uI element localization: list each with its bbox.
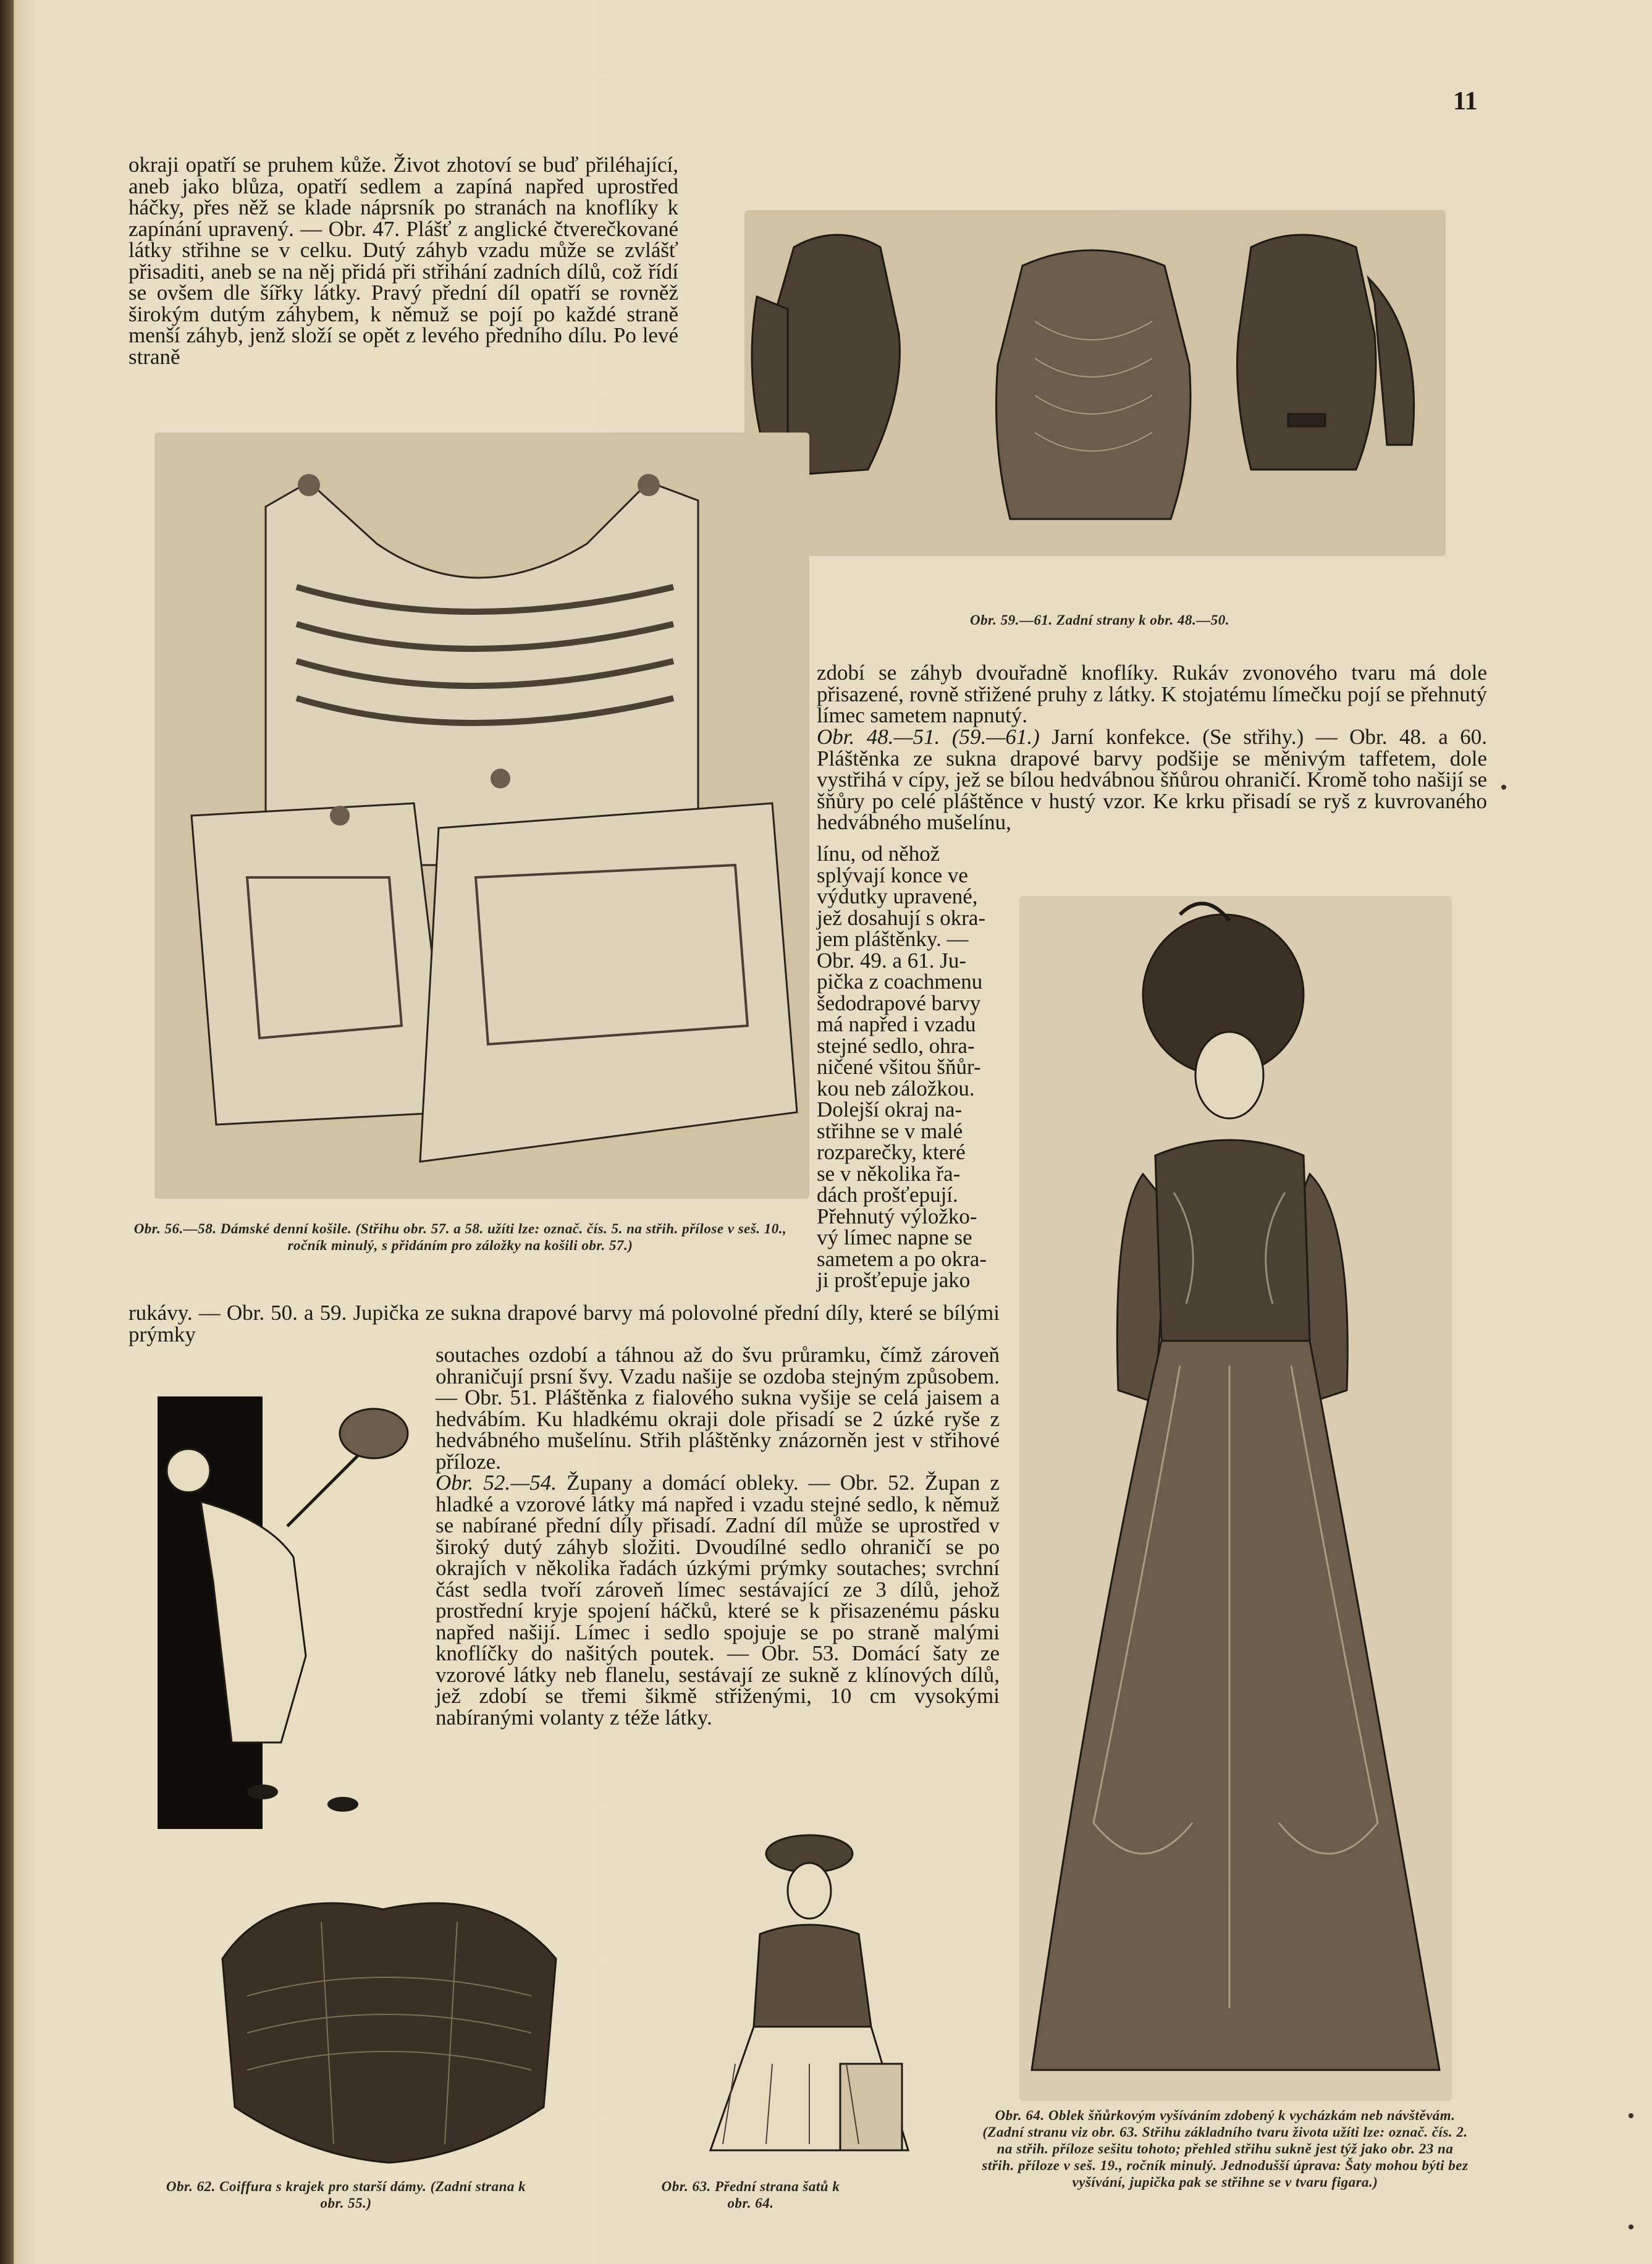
narrow-line: se v několika řa-	[817, 1161, 961, 1186]
man-duster-illustration	[120, 1396, 417, 1829]
caption-fig-56-58: Obr. 56.—58. Dámské denní košile. (Střihu obr. 57. a 58. užíti lze: označ. čís. 5. na střih. přílose v seš. 10., ročník minulý, s přidáním pro záložky na košili obr. 57.)	[133, 1221, 787, 1253]
obr-52-54-ref: Obr. 52.—54.	[436, 1471, 557, 1495]
figure-seated-lady	[686, 1829, 945, 2163]
narrow-line: dách prošťepují.	[817, 1183, 958, 1207]
caption-fig-63: Obr. 63. Přední strana šatů k obr. 64.	[661, 2179, 840, 2211]
text-right-obr48	[817, 727, 1487, 834]
obr-52-54-text: Župany a domácí obleky. — Obr. 52. Župan z hladké a vzorové látky má napřed i vzadu stejné sedlo, k němuž se nabírané přední díly přisadí. Zadní díl může se uprostřed v široký dutý záhyb složiti. Dvoudílné sedlo ohraničí se po okrajích v několika řadách úzkými prýmky soutaches; svrchní část sedla tvoří zároveň límec sestávající ze 3 dílů, jehož prostřední kryje spojení háčků, které se k přisazenému pásku napřed našijí. Límec i sedlo spojuje se po straně malými knoflíčky do našitých poutek. — Obr. 53. Domácí šaty ze vzorové látky neb flanelu, sestávají ze sukně z klínových dílů, jež zdobí se třemi šikmě střiženými, 10 cm vysokými nabíranými volanty z téže látky.	[436, 1471, 1000, 1730]
narrow-line: má napřed i vzadu	[817, 1012, 976, 1036]
text-narrow-column	[817, 843, 1008, 1291]
narrow-line: jem pláštěnky. —	[817, 927, 969, 951]
narrow-line: výdutky upravené,	[817, 884, 978, 908]
page-binding	[0, 0, 14, 2264]
seated-lady-illustration	[686, 1829, 945, 2163]
chemises-illustration	[154, 433, 809, 1199]
figure-lady-dress	[1019, 896, 1452, 2101]
lady-dress-illustration	[1019, 896, 1452, 2101]
text-top-left: okraji opatří se pruhem kůže. Život zhotoví se buď přiléhající, aneb jako blůza, opatří sedlem a zapíná napřed uprostřed háčky, přes něž se klade náprsník po stranách na knoflíky k zapínání upravený. — Obr. 47. Plášť z anglické čtverečkované látky střihne se v celku. Dutý záhyb vzadu může se zvlášť přisaditi, aneb se na něj přidá při střihání zadních dílů, což řídí se ovšem dle šířky látky. Pravý přední díl opatří se rovněž širokým dutým záhybem, k němuž se pojí po každé straně menší záhyb, jenž složí se opět z levého předního dílu. Po levé straně	[129, 153, 678, 369]
narrow-line: ji prošťepuje jako	[817, 1268, 971, 1292]
narrow-line: kou neb záložkou.	[817, 1076, 975, 1100]
narrow-line: pička z coachmenu	[817, 969, 983, 994]
figure-lace-coiffure	[198, 1872, 581, 2169]
narrow-line: Dolejší okraj na-	[817, 1097, 963, 1121]
jackets-illustration	[744, 210, 1446, 556]
figure-man-duster	[120, 1396, 417, 1829]
page-number: 11	[1453, 87, 1478, 116]
margin-dot	[1629, 2224, 1633, 2229]
narrow-line: ničené všitou šňůr-	[817, 1055, 981, 1079]
text-obr52	[436, 1472, 1000, 1728]
text-middle-column: soutaches ozdobí a táhnou až do švu průramku, čímž zároveň ohraničují prsní švy. Vzadu našije se ozdoba stejným způsobem. — Obr. 51. Pláštěnka z fialového sukna vyšije se celá jaisem a hedvábím. Ku hladkému okraji dole přisadí se 2 úzké ryše z hedvábného mušelínu. Střih pláštěnky znázorněn jest v střihové příloze.	[436, 1343, 1000, 1474]
lace-coiffure-illustration	[198, 1872, 581, 2169]
caption-fig-62: Obr. 62. Coiffura s krajek pro starší dámy. (Zadní strana k obr. 55.)	[166, 2179, 526, 2211]
narrow-line: línu, od něhož	[817, 842, 940, 866]
obr-48-51-ref: Obr. 48.—51. (59.—61.)	[817, 725, 1040, 749]
narrow-line: šedodrapové barvy	[817, 991, 981, 1015]
figure-jackets-back	[744, 210, 1446, 556]
caption-fig-64: Obr. 64. Oblek šňůrkovým vyšíváním zdobený k vycházkám neb návštěvám. (Zadní stranu viz obr. 63. Střihu základního tvaru života užíti lze: označ. čís. 2. na střih. příloze sešitu tohoto; přehled střihu sukně jest týž jako obr. 23 na střih. příloze v seš. 19., ročník minulý. Jednodušší úprava: Šaty mohou býti bez vyšívání, jupička pak se střihne se v tvaru figara.)	[982, 2108, 1469, 2190]
text-middle-full: rukávy. — Obr. 50. a 59. Jupička ze sukna drapové barvy má polovolné přední díly, které se bílými prýmky	[129, 1301, 1000, 1346]
narrow-line: splývají konce ve	[817, 863, 968, 887]
margin-dot	[1629, 2113, 1633, 2118]
narrow-line: stejné sedlo, ohra-	[817, 1033, 975, 1058]
narrow-line: rozparečky, které	[817, 1140, 966, 1164]
narrow-line: střihne se v malé	[817, 1118, 963, 1143]
caption-fig-59-61: Obr. 59.—61. Zadní strany k obr. 48.—50.	[970, 612, 1229, 628]
obr-48-51-text: Jarní konfekce. (Se střihy.) — Obr. 48. a 60. Pláštěnka ze sukna drapové barvy podšije se měnivým taffetem, dole vystřihá v cípy, jež se bílou hedvábnou šňůrou ohraničí. Kromě toho našijí se šňůry po celé pláštěnce v hustý vzor. Ke krku přisadí se ryš z kuvrovaného hedvábného mušelínu,	[817, 725, 1487, 834]
narrow-line: Přehnutý výložko-	[817, 1204, 977, 1228]
narrow-line: vý límec napne se	[817, 1225, 972, 1249]
margin-dot	[1501, 785, 1506, 790]
text-right-top: zdobí se záhyb dvouřadně knoflíky. Rukáv zvonového tvaru má dole přisazené, rovně střižené pruhy z látky. K stojatému límečku pojí se přehnutý límec sametem napnutý.	[817, 661, 1487, 727]
narrow-line: sametem a po okra-	[817, 1246, 987, 1271]
figure-chemises	[154, 433, 809, 1199]
narrow-line: Obr. 49. a 61. Ju-	[817, 948, 967, 973]
narrow-line: jež dosahují s okra-	[817, 905, 986, 930]
